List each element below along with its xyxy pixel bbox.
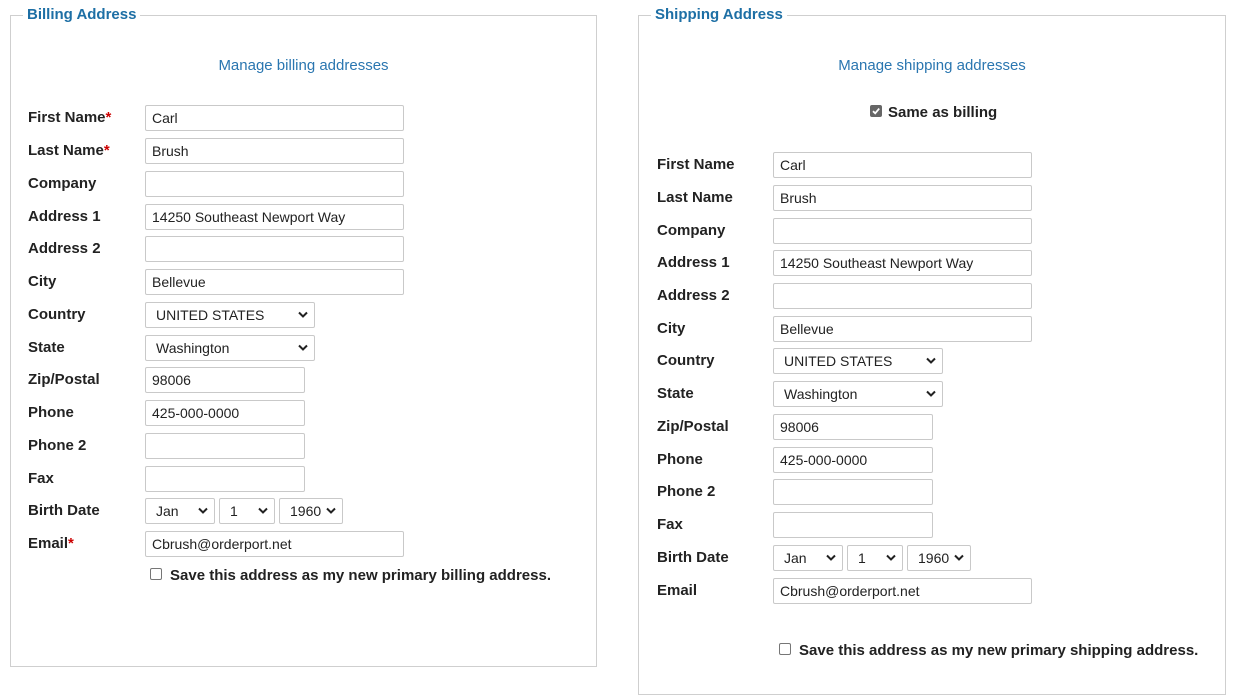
shipping-country-select[interactable] [773, 348, 943, 374]
shipping-zip-row [657, 414, 1217, 440]
required-marker: * [103, 142, 110, 159]
chevron-down-icon [258, 507, 268, 515]
billing-birth-year-select[interactable] [279, 498, 343, 524]
billing-birth-year-value: 1960 [290, 503, 322, 519]
billing-state-select[interactable] [145, 335, 315, 361]
billing-phone-input[interactable] [145, 400, 305, 426]
shipping-birth-year-value: 1960 [918, 550, 950, 566]
shipping-phone-label: Phone [657, 451, 703, 468]
shipping-phone-row [657, 447, 1217, 473]
billing-first-name-row [28, 105, 588, 131]
billing-country-label: Country [28, 306, 86, 323]
shipping-phone2-label: Phone 2 [657, 483, 716, 500]
billing-phone-label: Phone [28, 404, 74, 421]
shipping-first-name-row [657, 152, 1217, 178]
billing-email-input[interactable] [145, 531, 404, 557]
shipping-birth-day-select[interactable] [847, 545, 903, 571]
billing-first-name-label: First Name* [28, 109, 112, 126]
billing-birth-day-value: 1 [230, 503, 238, 519]
chevron-down-icon [198, 507, 208, 515]
chevron-down-icon [298, 344, 308, 352]
chevron-down-icon [954, 554, 964, 562]
billing-address-panel [10, 6, 597, 667]
shipping-address2-row [657, 283, 1217, 309]
billing-fax-row [28, 466, 588, 492]
chevron-down-icon [886, 554, 896, 562]
billing-first-name-input[interactable] [145, 105, 404, 131]
shipping-address2-input[interactable] [773, 283, 1032, 309]
shipping-city-input[interactable] [773, 316, 1032, 342]
billing-company-row [28, 171, 588, 197]
billing-save-primary-checkbox[interactable] [150, 568, 162, 580]
billing-country-row [28, 302, 588, 328]
shipping-birth-year-select[interactable] [907, 545, 971, 571]
billing-birth-day-select[interactable] [219, 498, 275, 524]
shipping-last-name-row [657, 185, 1217, 211]
shipping-email-row [657, 578, 1217, 604]
billing-phone-row [28, 400, 588, 426]
billing-address1-row [28, 204, 588, 230]
billing-phone2-label: Phone 2 [28, 437, 87, 454]
shipping-state-value: Washington [784, 386, 858, 402]
billing-address2-input[interactable] [145, 236, 404, 262]
billing-birth-month-value: Jan [156, 503, 179, 519]
chevron-down-icon [926, 390, 936, 398]
shipping-address1-row [657, 250, 1217, 276]
chevron-down-icon [926, 357, 936, 365]
billing-state-label: State [28, 339, 65, 356]
shipping-company-input[interactable] [773, 218, 1032, 244]
check-icon [871, 106, 881, 116]
shipping-email-label: Email [657, 582, 698, 599]
billing-company-input[interactable] [145, 171, 404, 197]
billing-phone2-input[interactable] [145, 433, 305, 459]
shipping-city-label: City [657, 320, 686, 337]
billing-birth-date-row [28, 498, 588, 524]
billing-fax-label: Fax [28, 470, 54, 487]
shipping-phone2-input[interactable] [773, 479, 933, 505]
shipping-birth-date-row [657, 545, 1217, 571]
shipping-fax-label: Fax [657, 516, 683, 533]
billing-save-primary-label: Save this address as my new primary billing address. [170, 567, 551, 584]
billing-last-name-row [28, 138, 588, 164]
shipping-country-row [657, 348, 1217, 374]
shipping-company-label: Company [657, 222, 726, 239]
billing-country-value: UNITED STATES [156, 307, 265, 323]
shipping-phone-input[interactable] [773, 447, 933, 473]
shipping-city-row [657, 316, 1217, 342]
billing-email-label: Email* [28, 535, 74, 552]
billing-country-select[interactable] [145, 302, 315, 328]
billing-last-name-label: Last Name* [28, 142, 110, 159]
billing-zip-input[interactable] [145, 367, 305, 393]
shipping-address1-label: Address 1 [657, 254, 730, 271]
billing-city-label: City [28, 273, 57, 290]
shipping-address1-input[interactable] [773, 250, 1032, 276]
shipping-birth-month-value: Jan [784, 550, 807, 566]
shipping-zip-input[interactable] [773, 414, 933, 440]
shipping-save-primary-label: Save this address as my new primary shipping address. [799, 642, 1199, 659]
required-marker: * [68, 535, 74, 552]
shipping-last-name-label: Last Name [657, 189, 733, 206]
shipping-first-name-input[interactable] [773, 152, 1032, 178]
billing-birth-month-select[interactable] [145, 498, 215, 524]
billing-company-label: Company [28, 175, 97, 192]
billing-phone2-row [28, 433, 588, 459]
shipping-first-name-label: First Name [657, 156, 735, 173]
shipping-state-label: State [657, 385, 694, 402]
required-marker: * [105, 109, 112, 126]
billing-zip-label: Zip/Postal [28, 371, 100, 388]
shipping-fax-input[interactable] [773, 512, 933, 538]
manage-billing-addresses-link[interactable]: Manage billing addresses [218, 57, 389, 74]
billing-zip-row [28, 367, 588, 393]
chevron-down-icon [326, 507, 336, 515]
shipping-address-panel [638, 6, 1226, 695]
shipping-zip-label: Zip/Postal [657, 418, 729, 435]
billing-state-row [28, 335, 588, 361]
same-as-billing-label: Same as billing [888, 104, 998, 121]
shipping-country-label: Country [657, 352, 715, 369]
shipping-birth-month-select[interactable] [773, 545, 843, 571]
chevron-down-icon [298, 311, 308, 319]
billing-address1-label: Address 1 [28, 208, 101, 225]
same-as-billing-checkbox[interactable] [870, 105, 882, 117]
shipping-save-primary-checkbox[interactable] [779, 643, 791, 655]
billing-birth-date-label: Birth Date [28, 502, 100, 519]
billing-address2-label: Address 2 [28, 240, 101, 257]
shipping-state-row [657, 381, 1217, 407]
billing-city-input[interactable] [145, 269, 404, 295]
shipping-address2-label: Address 2 [657, 287, 730, 304]
billing-last-name-input[interactable] [145, 138, 404, 164]
shipping-phone2-row [657, 479, 1217, 505]
shipping-fax-row [657, 512, 1217, 538]
manage-shipping-addresses-link[interactable]: Manage shipping addresses [838, 57, 1026, 74]
shipping-company-row [657, 218, 1217, 244]
chevron-down-icon [826, 554, 836, 562]
billing-state-value: Washington [156, 340, 230, 356]
shipping-state-select[interactable] [773, 381, 943, 407]
shipping-address-legend: Shipping Address [651, 6, 787, 24]
billing-address1-input[interactable] [145, 204, 404, 230]
billing-fax-input[interactable] [145, 466, 305, 492]
shipping-birth-day-value: 1 [858, 550, 866, 566]
billing-city-row [28, 269, 588, 295]
shipping-birth-date-label: Birth Date [657, 549, 729, 566]
billing-email-row [28, 531, 588, 557]
billing-address-legend: Billing Address [23, 6, 140, 24]
shipping-email-input[interactable] [773, 578, 1032, 604]
shipping-last-name-input[interactable] [773, 185, 1032, 211]
billing-address2-row [28, 236, 588, 262]
shipping-country-value: UNITED STATES [784, 353, 893, 369]
